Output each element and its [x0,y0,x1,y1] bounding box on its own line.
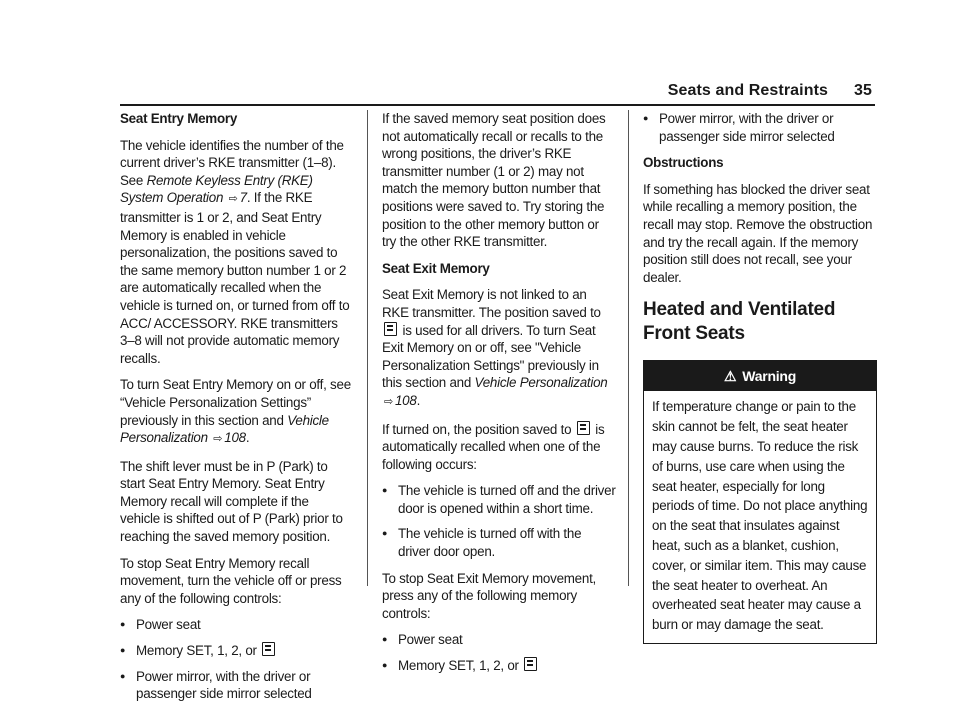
list-item: ● Memory SET, 1, 2, or [382,657,616,675]
list-item: ● Power mirror, with the driver or passenger side mirror selected [643,110,877,145]
page-number: 35 [854,82,872,99]
bullet-list [643,110,877,145]
header-rule [120,104,875,106]
list-item: ● Power mirror, with the driver or passenger side mirror selected [120,668,352,703]
page-ref[interactable]: 7 [239,190,247,206]
xref-link[interactable]: Vehicle Personalization [120,412,329,446]
warning-triangle-icon: ⚠ [723,368,737,385]
xref-link[interactable]: Vehicle Personalization [474,375,608,391]
memory-button-icon [384,322,397,336]
memory-button-icon [262,642,275,656]
column-divider [367,110,368,586]
warning-text: If temperature change or pain to the skin cannot be felt, the seat heater may cause burns. To reduce the risk of burns, use care when using the seat heater, especially for long periods of time. Do not place anything on the seat that insulates against heat, such as a blanket, cushion, cover, or similar item. This may cause the seat heater to overheat. An overheated seat heater may cause a burn or may damage the seat. [652,399,868,633]
list-item: ● Power seat [382,631,616,649]
section-title: Heated and Ventilated Front Seats [643,299,836,345]
paragraph: To stop Seat Exit Memory movement, press any of the following memory controls: [382,570,597,621]
list-item: ● The vehicle is turned off and the driver door is opened within a short time. [382,482,616,517]
memory-button-icon [577,421,590,435]
bullet-list [120,616,352,702]
warning-label: Warning [742,368,797,385]
list-item: ● The vehicle is turned off with the driver door open. [382,525,616,560]
paragraph: The vehicle identifies the number of the current driver’s RKE transmitter (1–8). See Remote Keyless Entry (RKE) System Operation ⇨ 7. If the RKE transmitter is 1 or 2, and Seat Entry Memory is enabled in vehicle personalization, the positions saved to the same memory button number 1 or 2 are automatically recalled when the vehicle is turned on, or turned from off to ACC/ ACCESSORY. RKE transmitters 3–8 will not provide automatic memory recalls. [120,137,350,366]
paragraph: Seat Exit Memory is not linked to an RKE transmitter. The position saved to is used for all drivers. To turn Seat Exit Memory on or off, see "Vehicle Personalization Settings" previously in this section and Vehicle Personalization ⇨ 108. [382,287,608,408]
paragraph: To turn Seat Entry Memory on or off, see “Vehicle Personalization Settings” previously in this section and Vehicle Personalization ⇨ 108. [120,377,351,446]
page-ref[interactable]: 108 [394,392,417,408]
heading-seat-entry-memory: Seat Entry Memory [120,111,238,126]
bullet-list [382,631,616,674]
heading-seat-exit-memory: Seat Exit Memory [382,260,490,276]
paragraph: To stop Seat Entry Memory recall movement, turn the vehicle off or press any of the following controls: [120,555,342,606]
paragraph: If turned on, the position saved to is automatically recalled when one of the following occurs: [382,421,605,472]
column-divider [628,110,629,586]
warning-header [644,361,876,391]
page-ref-arrow-icon: ⇨ [228,193,238,206]
heading-obstructions: Obstructions [643,155,724,171]
paragraph: If the saved memory seat position does not automatically recall or recalls to the wrong positions, the driver’s RKE transmitter number (1 or 2) may not match the memory button number that positions were saved to. Try storing the position to the other memory button or try the other RKE transmitter. [382,111,606,250]
page-ref[interactable]: 108 [224,430,246,446]
warning-box [643,360,877,644]
column-left [120,110,352,712]
column-middle [382,110,616,684]
xref-link[interactable]: Remote Keyless Entry (RKE) System Operation [120,172,313,206]
list-item: ● Power seat [120,616,352,634]
paragraph: The shift lever must be in P (Park) to start Seat Entry Memory. Seat Entry Memory recall will complete if the vehicle is shifted out of P (Park) prior to reaching the saved memory position. [120,458,343,545]
section-name: Seats and Restraints [667,82,828,99]
page-ref-arrow-icon: ⇨ [213,433,223,446]
column-right [643,110,877,644]
page-ref-arrow-icon: ⇨ [384,395,393,408]
list-item: ● Memory SET, 1, 2, or [120,642,352,660]
memory-button-icon [524,657,537,671]
paragraph: If something has blocked the driver seat while recalling a memory position, the recall may stop. Remove the obstruction and try the recall again. If the memory position still does not recall, see your dealer. [643,181,873,285]
page-header [668,82,872,100]
bullet-list [382,482,616,560]
